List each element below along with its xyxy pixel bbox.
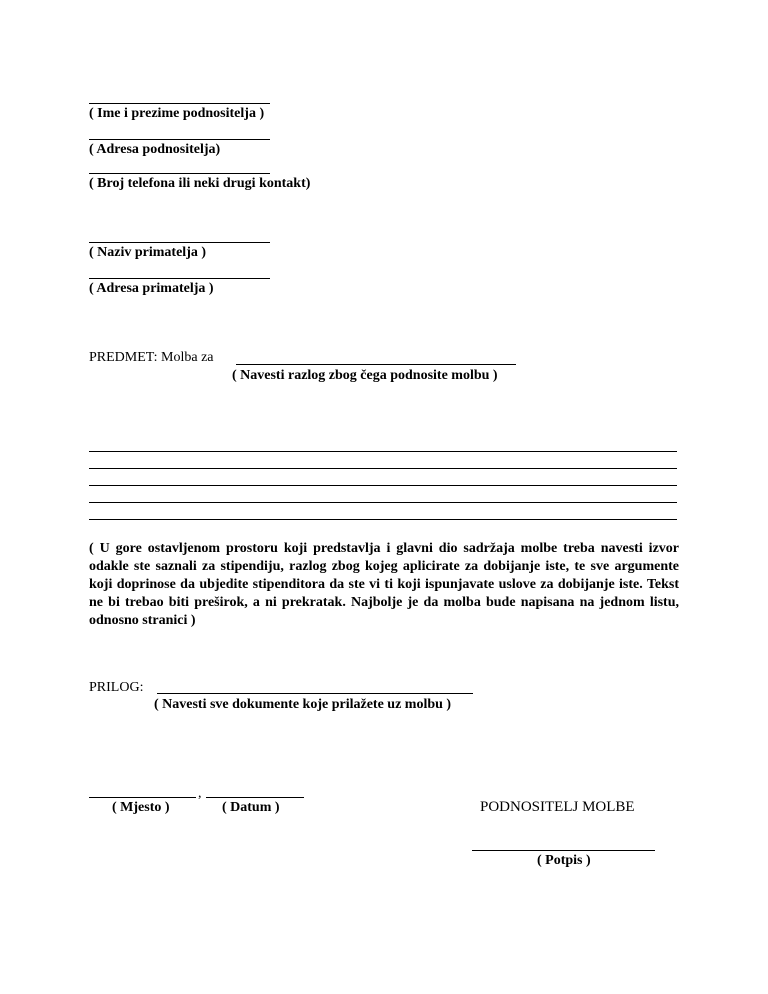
sender-name-label: ( Ime i prezime podnositelja ) — [89, 106, 265, 121]
body-line — [89, 468, 677, 469]
sender-contact-line — [89, 173, 270, 174]
signature-label: ( Potpis ) — [537, 853, 591, 868]
date-label: ( Datum ) — [222, 800, 280, 815]
sender-contact-label: ( Broj telefona ili neki drugi kontakt) — [89, 176, 311, 191]
sender-address-line — [89, 139, 270, 140]
place-date-separator: , — [198, 786, 202, 801]
attachment-label-row — [89, 680, 143, 696]
attachment-fill-line — [157, 693, 473, 694]
sender-address-label: ( Adresa podnositelja) — [89, 142, 221, 157]
subject-fill-line — [236, 364, 516, 365]
attachment-hint: ( Navesti sve dokumente koje prilažete uz molbu ) — [154, 697, 452, 712]
attachment-label: PRILOG — [89, 680, 140, 695]
body-instruction: ( U gore ostavljenom prostoru koji predstavlja i glavni dio sadržaja molbe treba navesti izvor odakle ste saznali za stipendiju, razlog zbog kojeg aplicirate za dobijanje iste, te sve argumente koji doprinose da ubjedite stipenditora da ste vi ti koji ispunjavate uslove za dobijanje iste. Tekst ne bi trebao biti preširok, a ni prekratak. Najbolje je da molba bude napisana na jednom listu, odnosno stranici ) — [89, 541, 679, 628]
body-line — [89, 502, 677, 503]
subject-text: Molba za — [161, 350, 214, 365]
applicant-heading: PODNOSITELJ MOLBE — [480, 799, 635, 815]
body-line — [89, 519, 677, 520]
recipient-address-line — [89, 278, 270, 279]
body-line — [89, 451, 677, 452]
recipient-address-label: ( Adresa primatelja ) — [89, 281, 214, 296]
body-line — [89, 485, 677, 486]
recipient-name-line — [89, 242, 270, 243]
signature-line — [472, 850, 655, 851]
subject-prefix: PREDMET: — [89, 350, 158, 365]
subject-line — [89, 350, 214, 366]
attachment-colon: : — [139, 680, 144, 695]
sender-name-line — [89, 103, 270, 104]
date-line — [206, 797, 304, 798]
place-line — [89, 797, 196, 798]
recipient-name-label: ( Naziv primatelja ) — [89, 245, 207, 260]
subject-hint: ( Navesti razlog zbog čega podnosite molbu ) — [232, 368, 498, 383]
place-label: ( Mjesto ) — [112, 800, 170, 815]
